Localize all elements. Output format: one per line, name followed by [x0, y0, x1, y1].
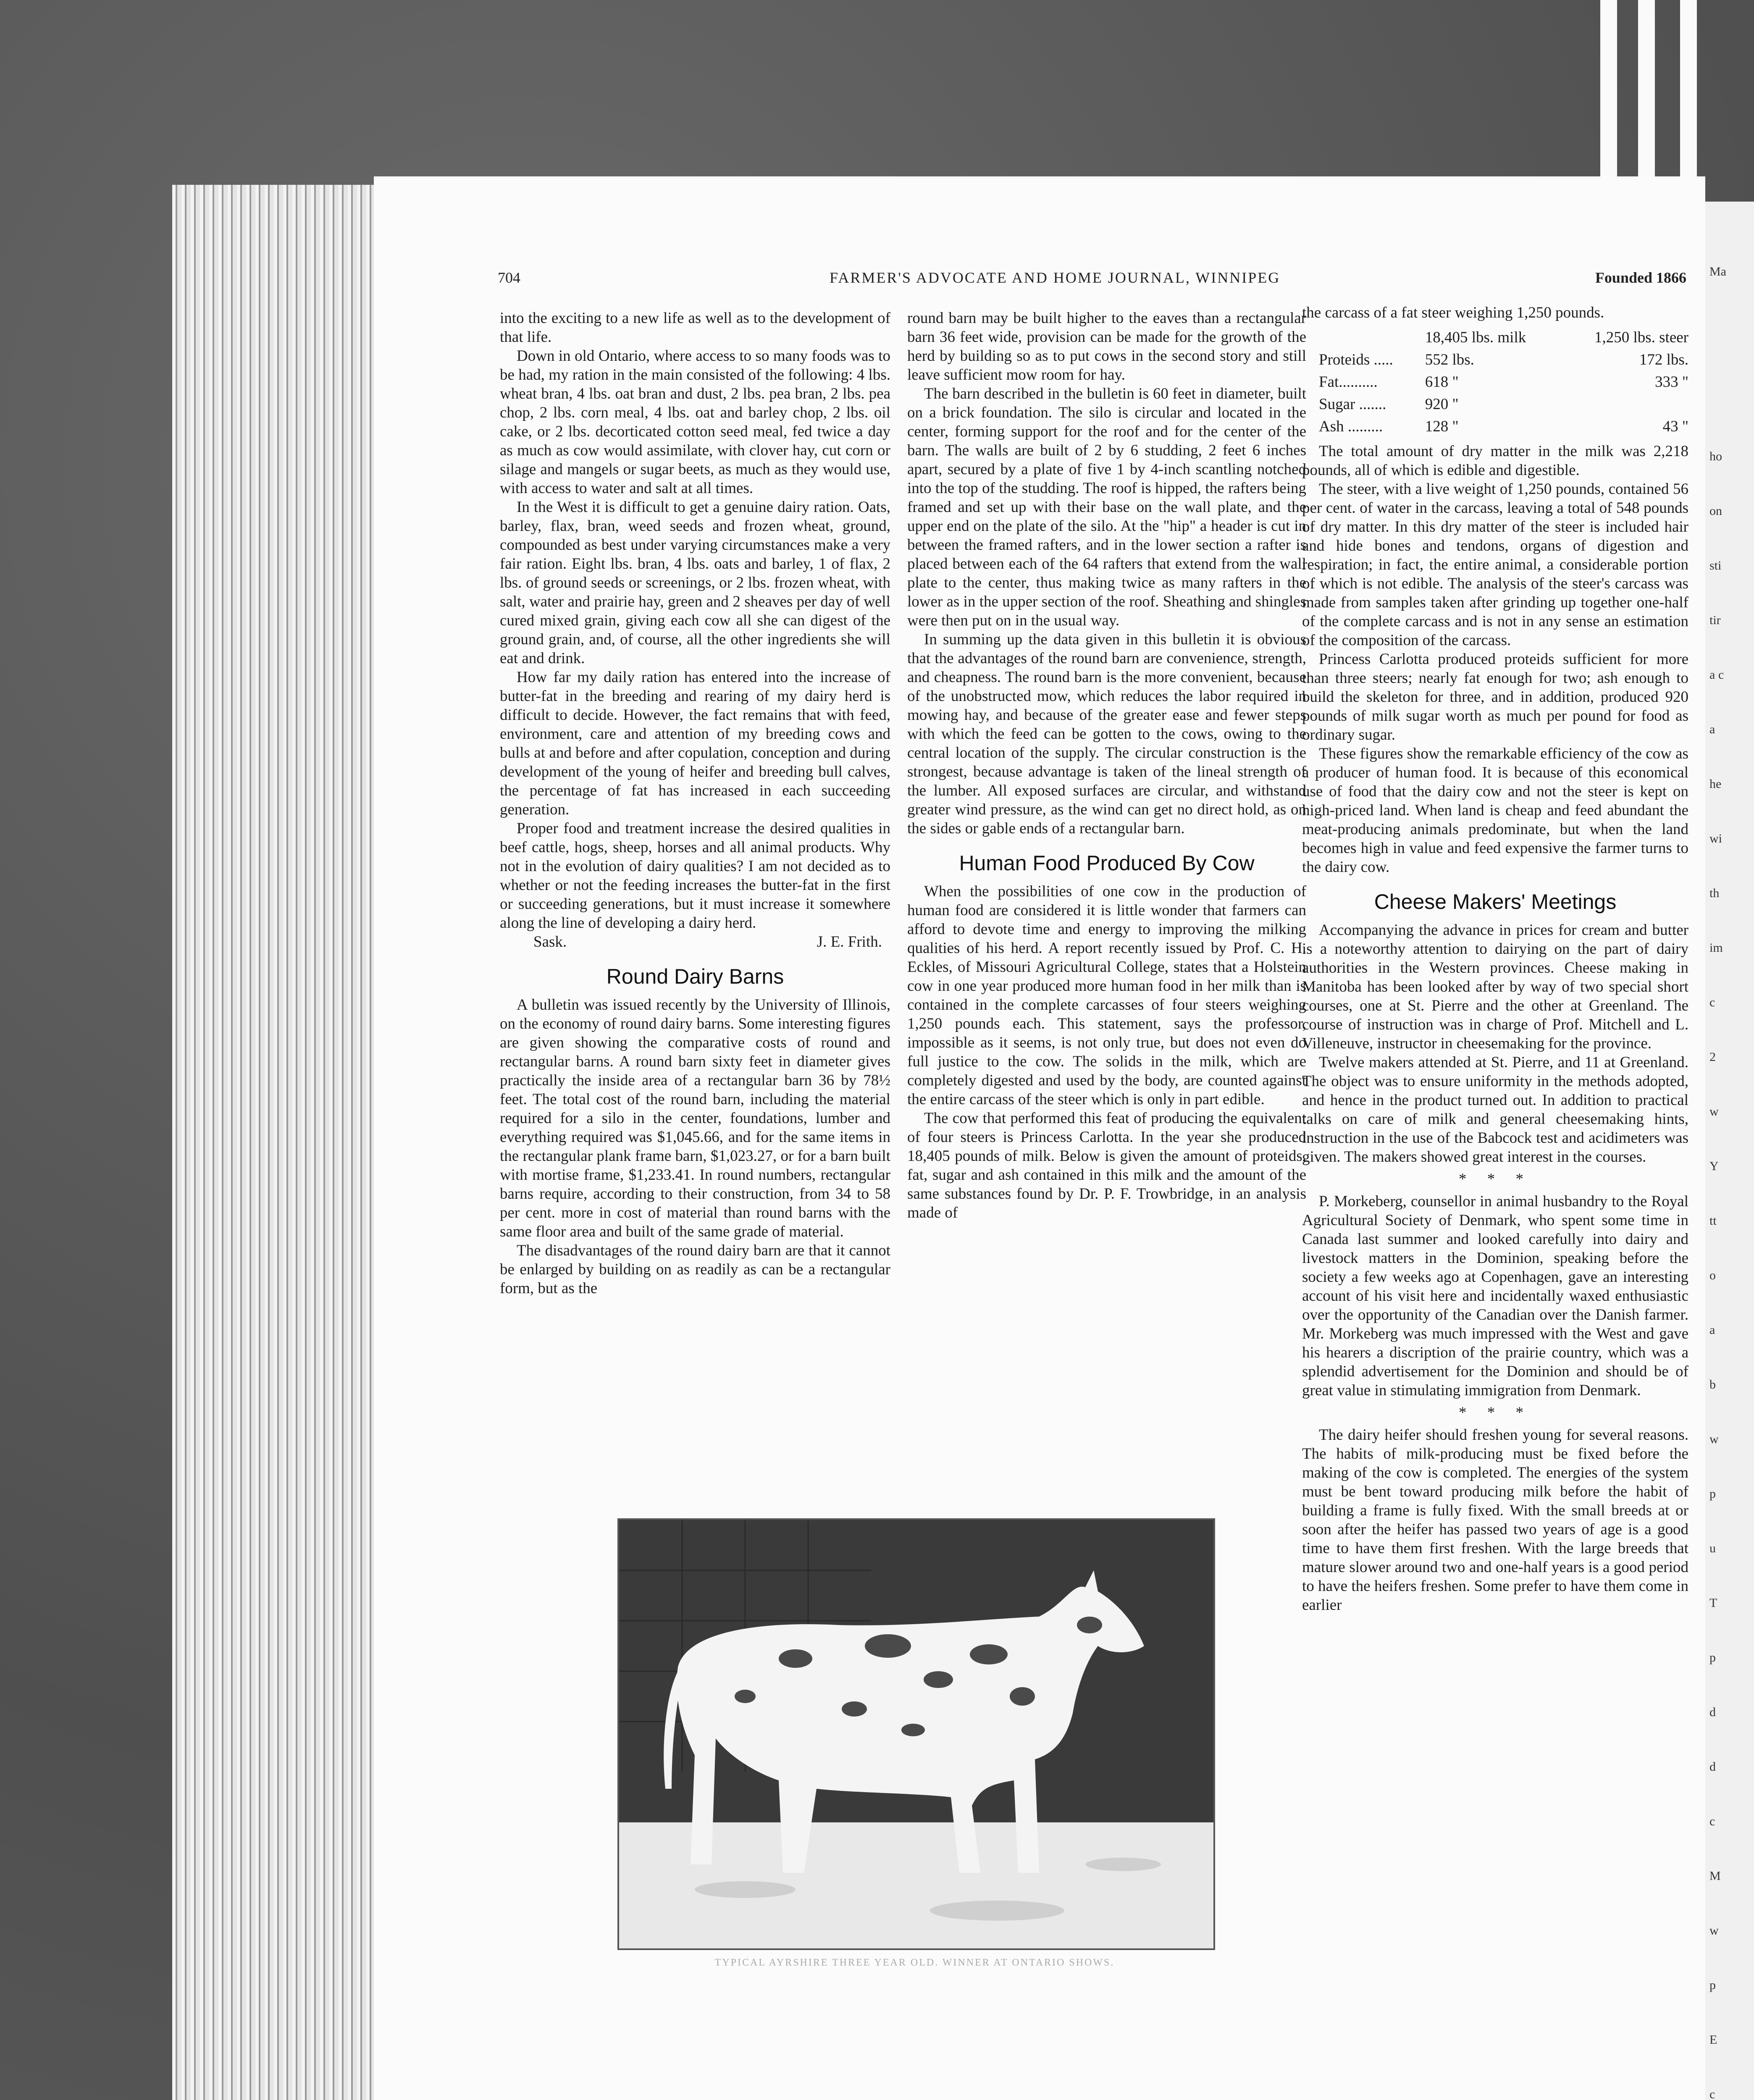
paragraph: The total amount of dry matter in the milk was 2,218 pounds, all of which is edible and digestible. — [1302, 443, 1688, 479]
adjacent-page-fragment: a — [1709, 722, 1715, 736]
adjacent-page-fragment: he — [1709, 777, 1722, 791]
paragraph: Proper food and treatment increase the desired qualities in beef cattle, hogs, sheep, horses and all animal products. Why not in the evolution of dairy qualities? I am not decided as to whether or not the feeding increases the butter-fat in the first or succeeding generations, but it must increase it somewhere along the line of developing a dairy herd. — [500, 820, 890, 932]
adjacent-page-fragment: a c — [1709, 668, 1724, 682]
adjacent-page-fragment: u — [1709, 1541, 1716, 1555]
table-cell: Sugar ....... — [1319, 396, 1386, 413]
adjacent-page-fragment: Y — [1709, 1159, 1719, 1173]
section-separator: * * * — [1459, 1171, 1532, 1188]
section-heading: Round Dairy Barns — [606, 965, 784, 988]
journal-title: FARMER'S ADVOCATE AND HOME JOURNAL, WINNIPEG — [830, 269, 1281, 286]
ayrshire-cow-image — [619, 1520, 1213, 1948]
paragraph: These figures show the remarkable efficiency of the cow as a producer of human food. It is because of this economical use of food that the dairy cow and not the steer is kept on high-priced land. When land is cheap and feed abundant the meat-producing animals predominate, but when the land becomes high in value and feed expensive the farmer turns to the dairy cow. — [1302, 745, 1688, 876]
section-heading: Cheese Makers' Meetings — [1374, 890, 1617, 914]
adjacent-page-fragment: wi — [1709, 832, 1722, 845]
cow-photograph — [617, 1518, 1215, 1950]
adjacent-page-fragment: p — [1709, 1978, 1716, 1992]
paragraph: round barn may be built higher to the eaves than a rectangular barn 36 feet wide, provision can be made for the growth of the herd by building so as to put cows in the second story and still leave sufficient mow room for hay. — [907, 310, 1306, 383]
table-row — [1302, 371, 1688, 393]
table-cell — [1302, 326, 1425, 349]
photo-caption: TYPICAL AYRSHIRE THREE YEAR OLD. WINNER AT ONTARIO SHOWS. — [714, 1957, 1115, 1968]
page-number: 704 — [498, 269, 520, 286]
table-cell: 552 lbs. — [1425, 351, 1474, 368]
signature-place: Sask. — [533, 933, 567, 950]
paragraph: Down in old Ontario, where access to so many foods was to be had, my ration in the main consisted of the following: 4 lbs. wheat bran, 4 lbs. oat bran and dust, 2 lbs. pea bran, 2 lbs. pea chop, 2 lbs. corn meal, 4 lbs. oat and barley chop, 2 lbs. oil cake, or 2 lbs. decorticated cotton seed meal, fed twice a day as much as cow would assimilate, with clover hay, cut corn or silage and mangels or sugar beets, as much as they would use, with access to water and salt at all times. — [500, 347, 890, 497]
paragraph: The dairy heifer should freshen young for several reasons. The habits of milk-producing must be fixed before the making of the cow is completed. The energies of the system must be bent toward producing milk before the habit of building a frame is fully fixed. With the small breeds at or soon after the heifer has passed two years of age is a good time to have them first freshen. With the large breeds that mature slower around two and one-half years is a good period to have the heifers freshen. Some prefer to have them come in earlier — [1302, 1426, 1688, 1614]
table-cell: Fat.......... — [1319, 373, 1378, 391]
adjacent-page-fragment: sti — [1709, 559, 1722, 572]
adjacent-page-fragment: tir — [1709, 613, 1721, 627]
table-cell: 172 lbs. — [1639, 351, 1688, 368]
paragraph: The cow that performed this feat of producing the equivalent of four steers is Princess Carlotta. In the year she produced 18,405 pounds of milk. Below is given the amount of proteids, fat, sugar and ash contained in this milk and the amount of the same substances found by Dr. P. F. Trowbridge, in an analysis made of — [907, 1110, 1306, 1221]
adjacent-page-fragment: d — [1709, 1705, 1716, 1719]
adjacent-page-fragment: 2 — [1709, 1050, 1716, 1064]
table-header-row — [1302, 326, 1688, 349]
adjacent-page-top: Ma — [1709, 265, 1726, 278]
paragraph: When the possibilities of one cow in the production of human food are considered it is little wonder that farmers can afford to devote time and energy to improving the milking qualities of his herd. A report recently issued by Prof. C. H. Eckles, of Missouri Agricultural College, states that a Holstein cow in one year produced more human food in her milk than is contained in the complete carcasses of four steers weighing 1,250 pounds each. This statement, says the professor, impossible as it seems, is not only true, but does not even do full justice to the cow. The solids in the milk, which are completely digested and used by the body, are counted against the entire carcass of the steer which is only in part edible. — [907, 883, 1306, 1108]
page-header — [498, 269, 1686, 294]
adjacent-page-fragment: w — [1709, 1924, 1719, 1937]
scanner-bar-top — [1600, 0, 1617, 181]
adjacent-page-fragment: o — [1709, 1268, 1716, 1282]
table-row — [1302, 393, 1688, 415]
paragraph: A bulletin was issued recently by the University of Illinois, on the economy of round dairy barns. Some interesting figures are given showing the comparative costs of round and rectangular barns. A round barn sixty feet in diameter gives practically the inside area of a rectangular barn 36 by 78½ feet. The total cost of the round barn, including the material required for a silo in the center, foundations, lumber and everything required was $1,045.66, and for the same items in the rectangular plank frame barn, $1,023.27, or for a barn built with mortise frame, $1,233.41. In round numbers, rectangular barns require, according to their construction, from 34 to 58 per cent. more in cost of material than round barns with the same floor area and built of the same grade of material. — [500, 996, 890, 1240]
adjacent-page-fragment: th — [1709, 886, 1720, 900]
adjacent-page-fragment: a — [1709, 1323, 1715, 1337]
adjacent-page-strip — [1705, 202, 1754, 2100]
founded-note: Founded 1866 — [1595, 269, 1686, 286]
table-row — [1302, 349, 1688, 371]
column-3 — [1302, 303, 1688, 1614]
signature — [500, 932, 890, 951]
paragraph: In summing up the data given in this bulletin it is obvious that the advantages of the round barn are convenience, strength, and cheapness. The round barn is the more convenient, because of the unobstructed mow, which reduces the labor required in mowing hay, and because of the greater ease and fewer steps with which the feed can be gotten to the cows, owing to the central location of the supply. The circular construction is the strongest, because advantage is taken of the lineal strength of the lumber. All exposed surfaces are circular, and withstand greater wind pressure, as the wind can get no direct hold, as on the sides or gable ends of a rectangular barn. — [907, 631, 1306, 837]
column-2 — [907, 309, 1306, 1222]
adjacent-page-fragment: on — [1709, 504, 1722, 518]
table-cell: 1,250 lbs. steer — [1594, 329, 1688, 346]
table-cell: 920 " — [1425, 396, 1459, 413]
table-row — [1302, 415, 1688, 438]
adjacent-page-fragment: M — [1709, 1869, 1721, 1883]
adjacent-page-fragment: c — [1709, 2087, 1715, 2100]
paragraph: How far my daily ration has entered into the increase of butter-fat in the breeding and rearing of my dairy herd is difficult to decide. However, the fact remains that with feed, environment, care and attention of my breeding cows and bulls at and before and after copulation, conception and during development of the young of heifer and breeding bull calves, the percentage of fat has increased in each succeeding generation. — [500, 669, 890, 818]
adjacent-page-fragment: b — [1709, 1378, 1716, 1391]
table-cell: 128 " — [1425, 418, 1459, 435]
scanner-bar-top — [1680, 0, 1697, 181]
table-cell: Ash ......... — [1319, 418, 1383, 435]
table-cell: 43 " — [1662, 418, 1688, 435]
scanner-bar-top — [1638, 0, 1655, 181]
table-cell: 18,405 lbs. milk — [1425, 329, 1526, 346]
paragraph: The disadvantages of the round dairy barn are that it cannot be enlarged by building on as readily as can be a rectangular form, but as the — [500, 1242, 890, 1297]
table-cell: Proteids ..... — [1319, 351, 1393, 368]
paragraph: Twelve makers attended at St. Pierre, and 11 at Greenland. The object was to ensure uniformity in the methods adopted, and hence in the product turned out. In addition to practical talks on care of milk and general cheesemaking hints, instruction in the use of the Babcock test and acidimeters was given. The makers showed great interest in the courses. — [1302, 1054, 1688, 1166]
table-cell — [1561, 393, 1688, 415]
paragraph: Accompanying the advance in prices for cream and butter is a noteworthy attention to dairying on the part of dairy authorities in the Western provinces. Cheese making in Manitoba has been looked after by way of two special short courses, one at St. Pierre and the other at Greenland. The course of instruction was in charge of Prof. Mitchell and L. Villeneuve, instructor in cheesemaking for the province. — [1302, 921, 1688, 1052]
adjacent-page-fragment: w — [1709, 1105, 1719, 1118]
adjacent-page-fragment: im — [1709, 941, 1723, 955]
paragraph: The barn described in the bulletin is 60 feet in diameter, built on a brick foundation. The silo is circular and located in the center, forming support for the roof and for the center of the barn. The walls are built of 2 by 6 studding, 2 feet 6 inches apart, secured by a plate of five 1 by 4-inch scantling notched into the top of the studding. The roof is hipped, the rafters being framed and set up with their base on the wall plate, and the upper end on the plate of the silo. At the "hip" a header is cut in between the framed rafters, and in the lower section a rafter is placed between each of the 64 rafters that extend from the wall plate to the center, thus making twice as many rafters in the lower as in the upper section of the roof. Sheathing and shingles were then put on in the usual way. — [907, 385, 1306, 629]
paragraph: into the exciting to a new life as well as to the development of that life. — [500, 310, 890, 346]
section-heading: Human Food Produced By Cow — [959, 851, 1255, 875]
adjacent-page-fragment: E — [1709, 2033, 1717, 2047]
book-page-edges — [172, 185, 374, 2100]
section-separator: * * * — [1459, 1404, 1532, 1421]
adjacent-page-fragment: w — [1709, 1432, 1719, 1446]
signature-name: J. E. Frith. — [817, 933, 882, 950]
paragraph: In the West it is difficult to get a genuine dairy ration. Oats, barley, flax, bran, weed seeds and frozen wheat, ground, compounded as best under varying circumstances make a very fair ration. Eight lbs. bran, 4 lbs. oats and barley, 1 of flax, 2 lbs. of ground seeds or screenings, or 2 lbs. frozen wheat, with salt, water and prairie hay, green and 2 sheaves per day of well cured mixed grain, giving each cow all she can digest of the ground grain, and, of course, all the other ingredients she will eat and drink. — [500, 499, 890, 667]
table-cell: 618 " — [1425, 373, 1459, 391]
adjacent-page-fragment: c — [1709, 1814, 1715, 1828]
paragraph: The steer, with a live weight of 1,250 pounds, contained 56 per cent. of water in the carcass, leaving a total of 548 pounds of dry matter. In this dry matter of the steer is included hair and hide bones and tendons, organs of digestion and respiration; in fact, the entire animal, a considerable portion of which is not edible. The analysis of the steer's carcass was made from samples taken after grinding up together one-half of the complete carcass and is not in any sense an estimation of the composition of the carcass. — [1302, 480, 1688, 649]
paragraph: Princess Carlotta produced proteids sufficient for more than three steers; nearly fat enough for two; ash enough to build the skeleton for three, and in addition, produced 920 pounds of milk sugar worth as much per pound for food as ordinary sugar. — [1302, 651, 1688, 743]
adjacent-page-fragment: p — [1709, 1487, 1716, 1501]
table-cell: 333 " — [1655, 373, 1688, 391]
adjacent-page-fragment: d — [1709, 1760, 1716, 1774]
adjacent-page-fragment: p — [1709, 1651, 1716, 1664]
paragraph: the carcass of a fat steer weighing 1,250 pounds. — [1302, 304, 1604, 321]
adjacent-page-fragment: ho — [1709, 449, 1722, 463]
adjacent-page-fragment: tt — [1709, 1214, 1717, 1228]
adjacent-page-fragment: T — [1709, 1596, 1717, 1610]
column-1 — [500, 309, 890, 1298]
paragraph: P. Morkeberg, counsellor in animal husbandry to the Royal Agricultural Society of Denmark, who spent some time in Canada last summer and looked carefully into dairy and livestock matters in the Dominion, speaking before the society a few weeks ago at Copenhagen, gave an interesting account of his visit here and incidentally waxed enthusiastic over the opportunity of the Canadian over the Danish farmer. Mr. Morkeberg was much impressed with the West and gave his hearers a discription of the prairie country, which was a splendid advertisement for the Dominion and should be of great value in stimulating immigration from Denmark. — [1302, 1193, 1688, 1399]
adjacent-page-fragment: c — [1709, 995, 1715, 1009]
composition-table — [1302, 326, 1688, 438]
